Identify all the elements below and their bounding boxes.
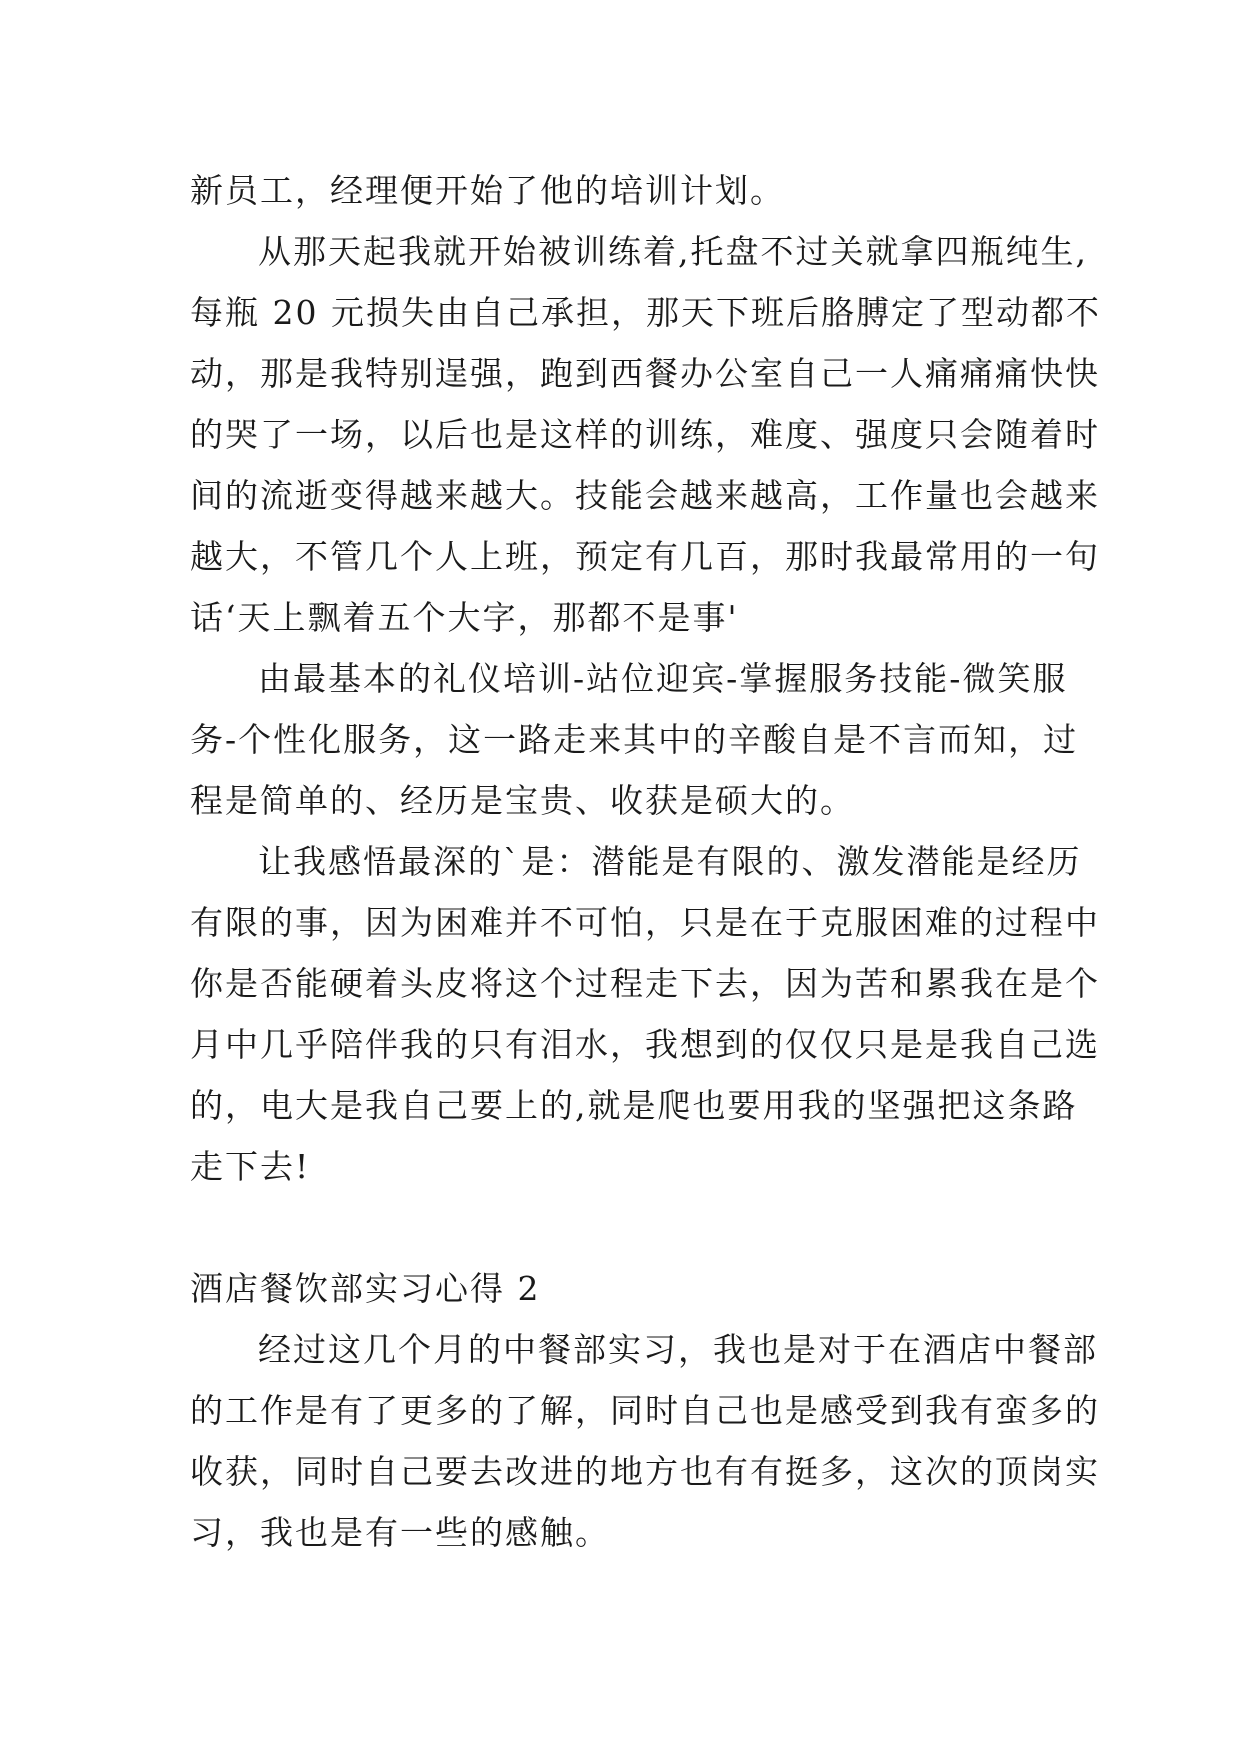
text-line: 动，那是我特别逞强，跑到西餐办公室自己一人痛痛痛快快	[190, 354, 1100, 393]
text-line: 让我感悟最深的`是：潜能是有限的、激发潜能是经历	[258, 842, 1082, 881]
paragraph-3	[190, 648, 1090, 831]
text-line: 越大，不管几个人上班，预定有几百，那时我最常用的一句	[190, 537, 1100, 576]
text-line: 从那天起我就开始被训练着,托盘不过关就拿四瓶纯生,	[258, 232, 1088, 271]
text-line: 你是否能硬着头皮将这个过程走下去，因为苦和累我在是个	[190, 964, 1100, 1003]
text-line: 新员工，经理便开始了他的培训计划。	[190, 171, 785, 210]
text-line: 习，我也是有一些的感触。	[190, 1513, 610, 1552]
text-line: 话‘天上飘着五个大字，那都不是事'	[190, 598, 739, 637]
section-title: 酒店餐饮部实习心得 2	[190, 1269, 541, 1308]
paragraph-5	[190, 1319, 1100, 1563]
text-line: 间的流逝变得越来越大。技能会越来越高，工作量也会越来	[190, 476, 1100, 515]
document-body	[190, 160, 1101, 1563]
paragraph-4	[190, 831, 1100, 1197]
paragraph-2	[190, 221, 1101, 648]
paragraph-1	[190, 160, 1090, 221]
text-line: 程是简单的、经历是宝贵、收获是硕大的。	[190, 781, 855, 820]
text-line: 有限的事，因为困难并不可怕，只是在于克服困难的过程中	[190, 903, 1100, 942]
text-line: 月中几乎陪伴我的只有泪水，我想到的仅仅只是是我自己选	[190, 1025, 1100, 1064]
text-line: 收获，同时自己要去改进的地方也有有挺多，这次的顶岗实	[190, 1452, 1100, 1491]
text-line: 的哭了一场，以后也是这样的训练，难度、强度只会随着时	[190, 415, 1100, 454]
text-line: 的工作是有了更多的了解，同时自己也是感受到我有蛮多的	[190, 1391, 1100, 1430]
text-line: 走下去!	[190, 1147, 311, 1186]
text-line: 由最基本的礼仪培训-站位迎宾-掌握服务技能-微笑服	[258, 659, 1068, 698]
text-line: 每瓶 20 元损失由自己承担，那天下班后胳膊定了型动都不	[190, 293, 1101, 332]
text-line: 的，电大是我自己要上的,就是爬也要用我的坚强把这条路	[190, 1086, 1078, 1125]
paragraph-spacer	[190, 1197, 1090, 1258]
text-line: 经过这几个月的中餐部实习，我也是对于在酒店中餐部	[258, 1330, 1098, 1369]
text-line: 务-个性化服务，这一路走来其中的辛酸自是不言而知，过	[190, 720, 1079, 759]
